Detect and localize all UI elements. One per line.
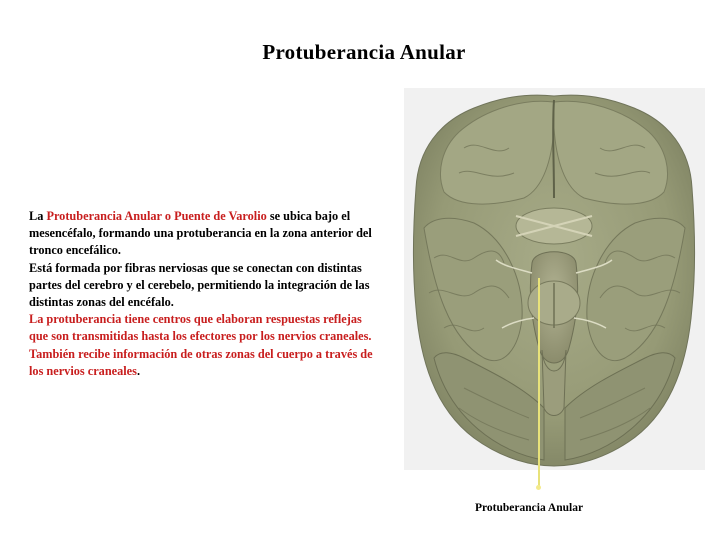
location-text: se ubica bajo el mesencéfalo, formando una protuberancia en la zona anterior del tronco encefálico. bbox=[29, 209, 372, 258]
pointer-line bbox=[538, 278, 540, 486]
paragraph-end: . bbox=[136, 363, 141, 378]
paragraph-lead: La bbox=[29, 209, 47, 223]
slide-title: Protuberancia Anular bbox=[262, 40, 466, 64]
composition-text: Está formada por fibras nerviosas que se conectan con distintas partes del cerebro y el cerebelo, permitiendo la integración de las distintas zonas del encéfalo. bbox=[29, 260, 370, 310]
highlight-term: Protuberancia Anular o Puente de Varolio bbox=[46, 209, 267, 223]
description-paragraph bbox=[29, 208, 374, 380]
brain-underside-icon bbox=[404, 88, 705, 470]
brain-photo bbox=[404, 88, 705, 470]
pointer-dot bbox=[536, 485, 541, 490]
function-text: La protuberancia tiene centros que elaboran respuestas reflejas que son transmitidas hasta los efectores por los nervios craneales. También recibe información de otras zonas del cuerpo a través de los nervios craneales bbox=[29, 312, 373, 378]
image-caption: Protuberancia Anular bbox=[475, 502, 584, 514]
